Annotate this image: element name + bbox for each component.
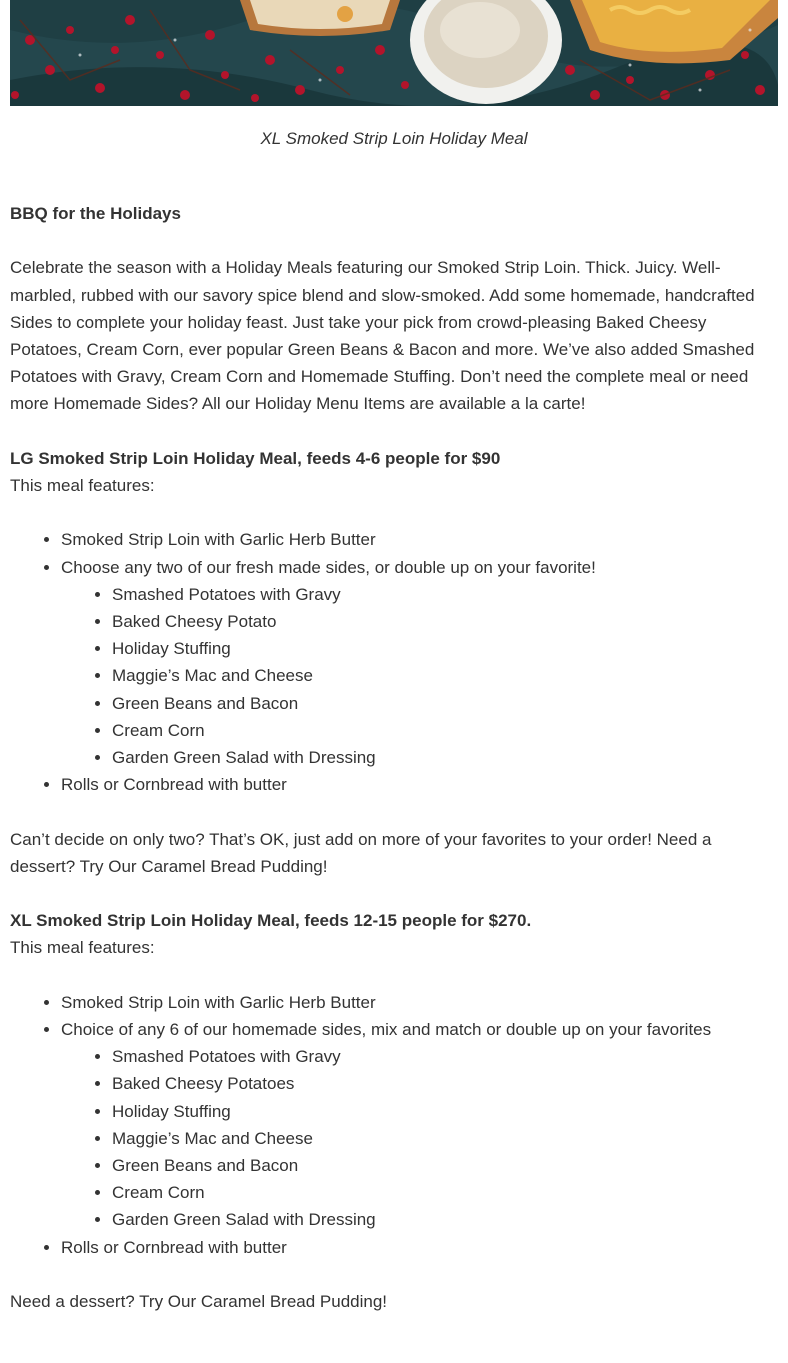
xl-meal-title: XL Smoked Strip Loin Holiday Meal, feeds 12-15 people for $270. [10, 911, 532, 931]
lg-meal-note: Can’t decide on only two? That’s OK, just add on more of your favorites to your order! Need a dessert? Try Our Caramel Bread Pudding! [10, 829, 712, 876]
list-item: • Smashed Potatoes with Gravy [112, 581, 778, 608]
list-item: • Maggie’s Mac and Cheese [112, 662, 778, 689]
image-caption: XL Smoked Strip Loin Holiday Meal [260, 129, 528, 148]
list-item: • Maggie’s Mac and Cheese [112, 1125, 778, 1152]
list-item: • Rolls or Cornbread with butter [61, 1234, 778, 1261]
hero-image [10, 0, 778, 106]
list-item: • Holiday Stuffing [112, 635, 778, 662]
lg-meal-sides-list [61, 581, 778, 771]
lg-meal-title: LG Smoked Strip Loin Holiday Meal, feeds 4-6 people for $90 [10, 448, 501, 468]
lg-meal-features-list [10, 526, 778, 798]
xl-meal-features-label: This meal features: [10, 938, 155, 958]
xl-meal-features-list [10, 989, 778, 1261]
list-item: • Smoked Strip Loin with Garlic Herb Butter [61, 989, 778, 1016]
intro-paragraph: Celebrate the season with a Holiday Meals featuring our Smoked Strip Loin. Thick. Juicy. Well-marbled, rubbed with our savory spice blend and slow-smoked. Add some homemade, handcrafted Sides to complete your holiday feast. Just take your pick from crowd-pleasing Baked Cheesy Potatoes, Cream Corn, ever popular Green Beans & Bacon and more. We’ve also added Smashed Potatoes with Gravy, Cream Corn and Homemade Stuffing. Don’t need the complete meal or need more Homemade Sides? All our Holiday Menu Items are available a la carte! [10, 258, 755, 414]
intro-heading: BBQ for the Holidays [10, 204, 181, 223]
xl-meal-note: Need a dessert? Try Our Caramel Bread Pudding! [10, 1292, 388, 1312]
list-item: • Green Beans and Bacon [112, 690, 778, 717]
list-item: • Smashed Potatoes with Gravy [112, 1043, 778, 1070]
list-item: • Holiday Stuffing [112, 1098, 778, 1125]
holiday-meal-photo [10, 0, 778, 106]
list-item: • Smoked Strip Loin with Garlic Herb Butter [61, 526, 778, 553]
article-content [10, 200, 778, 1342]
list-item: • Garden Green Salad with Dressing [112, 744, 778, 771]
list-item: • Choose any two of our fresh made sides, or double up on your favorite! • Smashed Potatoes with Gravy • Baked Cheesy Potato • Holiday Stuffing • Maggie’s Mac and Cheese • Green Beans and Bacon • Cream Corn • Garden Green Salad with Dressing [61, 554, 778, 772]
list-item: • Green Beans and Bacon [112, 1152, 778, 1179]
list-item: • Garden Green Salad with Dressing [112, 1206, 778, 1233]
list-item: • Choice of any 6 of our homemade sides, mix and match or double up on your favorites • Smashed Potatoes with Gravy • Baked Cheesy Potatoes • Holiday Stuffing • Maggie’s Mac and Cheese • Green Beans and Bacon • Cream Corn • Garden Green Salad with Dressing [61, 1016, 778, 1234]
lg-meal-features-label: This meal features: [10, 476, 155, 495]
list-item: • Baked Cheesy Potatoes [112, 1070, 778, 1097]
list-item: • Baked Cheesy Potato [112, 608, 778, 635]
list-item: • Cream Corn [112, 717, 778, 744]
xl-meal-sides-list [61, 1043, 778, 1233]
list-item: • Rolls or Cornbread with butter [61, 771, 778, 798]
list-item: • Cream Corn [112, 1179, 778, 1206]
